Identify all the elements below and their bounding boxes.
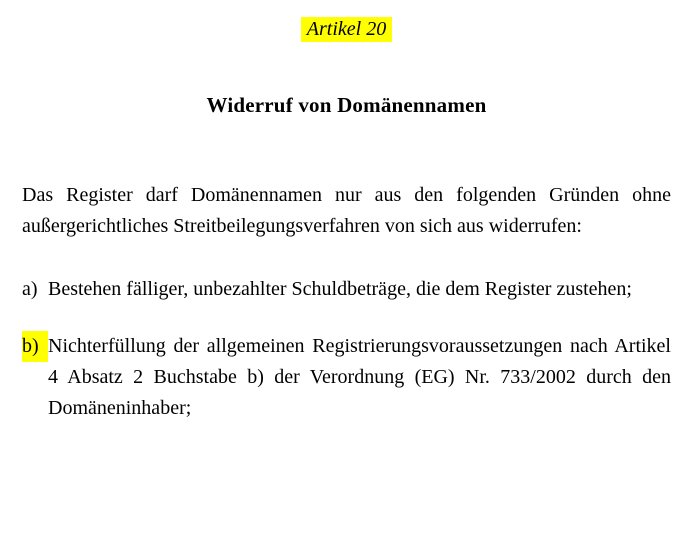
- intro-paragraph: Das Register darf Domänennamen nur aus den folgenden Gründen ohne außergerichtliches Streitbeilegungsverfahren von sich aus widerrufen:: [22, 184, 671, 237]
- list-item-marker-b: b): [22, 331, 48, 362]
- list-item: [22, 274, 671, 305]
- page-title: Widerruf von Domänennamen: [206, 93, 487, 117]
- article-heading: [22, 18, 671, 41]
- list-item: [22, 331, 671, 424]
- list-item-text-a: Bestehen fälliger, unbezahlter Schuldbeträge, die dem Register zustehen;: [48, 278, 632, 300]
- provision-list: [22, 274, 671, 424]
- list-item-marker-a: a): [22, 278, 38, 300]
- article-number-highlighted: Artikel 20: [301, 17, 392, 42]
- document-page: [0, 18, 693, 544]
- list-item-text-b: Nichterfüllung der allgemeinen Registrierungsvoraussetzungen nach Artikel 4 Absatz 2 Buchstabe b) der Verordnung (EG) Nr. 733/2002 durch den Domäneninhaber;: [48, 335, 671, 419]
